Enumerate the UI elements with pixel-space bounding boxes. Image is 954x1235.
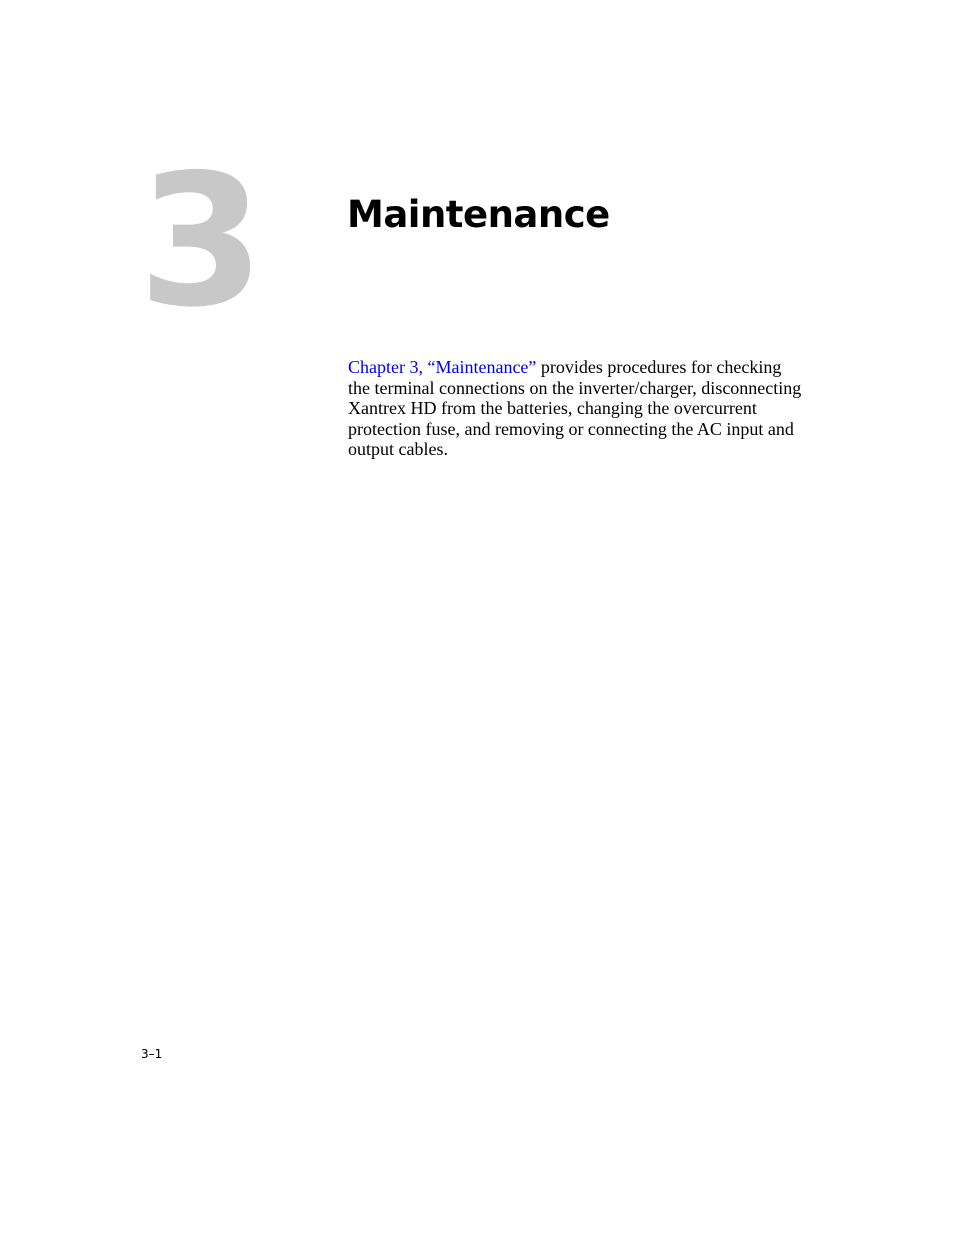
chapter-link[interactable]: Chapter 3, “Maintenance”: [348, 357, 537, 377]
chapter-number: 3: [138, 135, 265, 347]
chapter-intro-paragraph: [348, 357, 804, 460]
intro-text: provides procedures for checking the terminal connections on the inverter/charger, disconnecting Xantrex HD from the batteries, changing the overcurrent protection fuse, and removing or connecting the AC input and output cables.: [348, 357, 802, 459]
chapter-title: Maintenance: [347, 193, 610, 236]
page-number: 3–1: [141, 1047, 163, 1061]
